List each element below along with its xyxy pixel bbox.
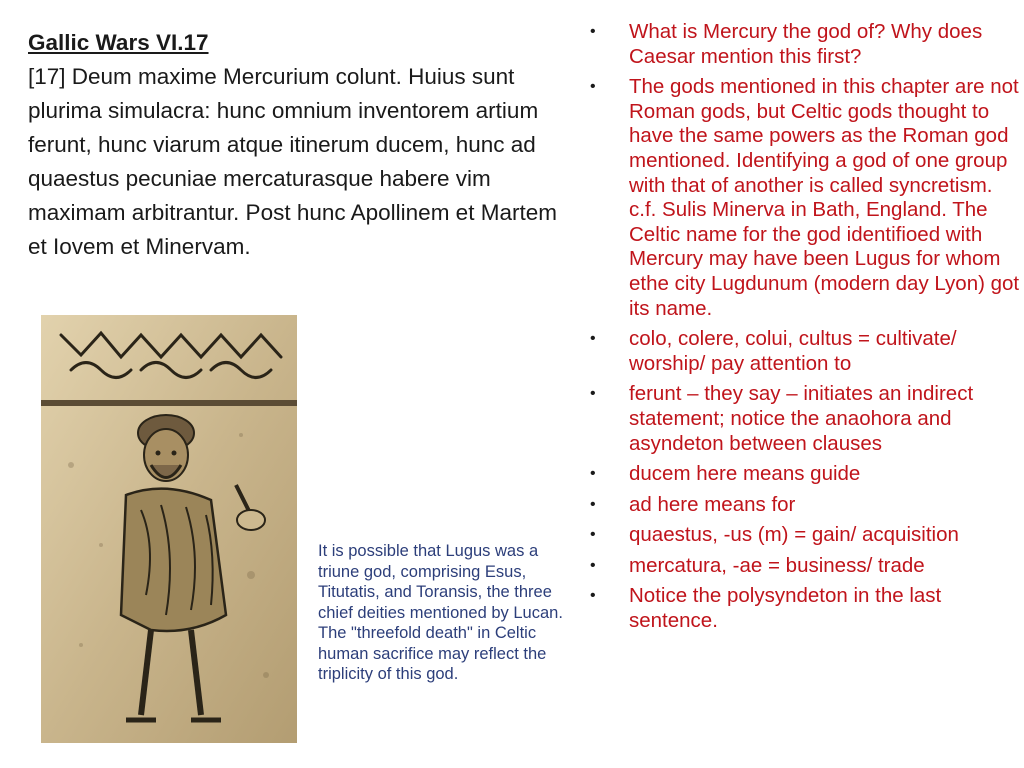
list-item — [582, 75, 1020, 321]
bullet-icon: • — [590, 495, 596, 513]
bullet-icon: • — [590, 385, 596, 403]
bullet-icon: • — [590, 330, 596, 348]
figure-caption: It is possible that Lugus was a triune god, comprising Esus, Titutatis, and Toransis, the three chief deities mentioned by Lucan. The "threefold death" in Celtic human sacrifice may reflect the triplicity of this god. — [318, 542, 563, 683]
note-text: ad here means for — [629, 492, 796, 516]
passage-title: Gallic Wars VI.17 — [28, 30, 209, 55]
list-item — [582, 523, 1020, 548]
bullet-icon: • — [590, 23, 596, 40]
note-text: The gods mentioned in this chapter are not Roman gods, but Celtic gods thought to have the same powers as the Roman god mentioned. Identifying a god of one group with that of another is called syncretism. c.f. Sulis Minerva in Bath, England. The Celtic name for the god identifioed with Mercury may have been Lugus for whom ethe city Lugdunum (modern day Lyon) got its name. — [629, 75, 1020, 320]
list-item — [582, 493, 1020, 518]
note-text: mercatura, -ae = business/ trade — [629, 553, 925, 577]
bullet-icon: • — [590, 526, 596, 544]
note-text: What is Mercury the god of? Why does Caesar mention this first? — [629, 20, 983, 68]
bullet-icon: • — [590, 465, 596, 483]
list-item — [582, 382, 1020, 456]
passage-text: [17] Deum maxime Mercurium colunt. Huius sunt plurima simulacra: hunc omnium inventorem artium ferunt, hunc viarum atque itinerum ducem, hunc ad quaestus pecuniae mercaturasque habere vim maximam arbitrantur. Post hunc Apollinem et Martem et Iovem et Minervam. — [28, 64, 557, 259]
note-text: Notice the polysyndeton in the last sentence. — [629, 584, 942, 633]
list-item — [582, 554, 1020, 579]
list-item — [582, 327, 1020, 376]
list-item — [582, 462, 1020, 487]
list-item — [582, 584, 1020, 633]
note-text: quaestus, -us (m) = gain/ acquisition — [629, 523, 959, 547]
bullet-icon: • — [590, 78, 596, 96]
note-text: colo, colere, colui, cultus = cultivate/ worship/ pay attention to — [629, 327, 957, 375]
notes-list — [582, 20, 1020, 640]
bullet-icon: • — [590, 556, 596, 574]
stone-relief-image — [41, 315, 297, 743]
note-text: ferunt – they say – initiates an indirect statement; notice the anaohora and asyndeton between clauses — [629, 382, 974, 455]
note-text: ducem here means guide — [629, 462, 861, 486]
bullet-icon: • — [590, 587, 596, 605]
list-item — [582, 20, 1020, 69]
latin-passage — [28, 26, 573, 264]
stone-relief-carving-image — [41, 315, 297, 743]
